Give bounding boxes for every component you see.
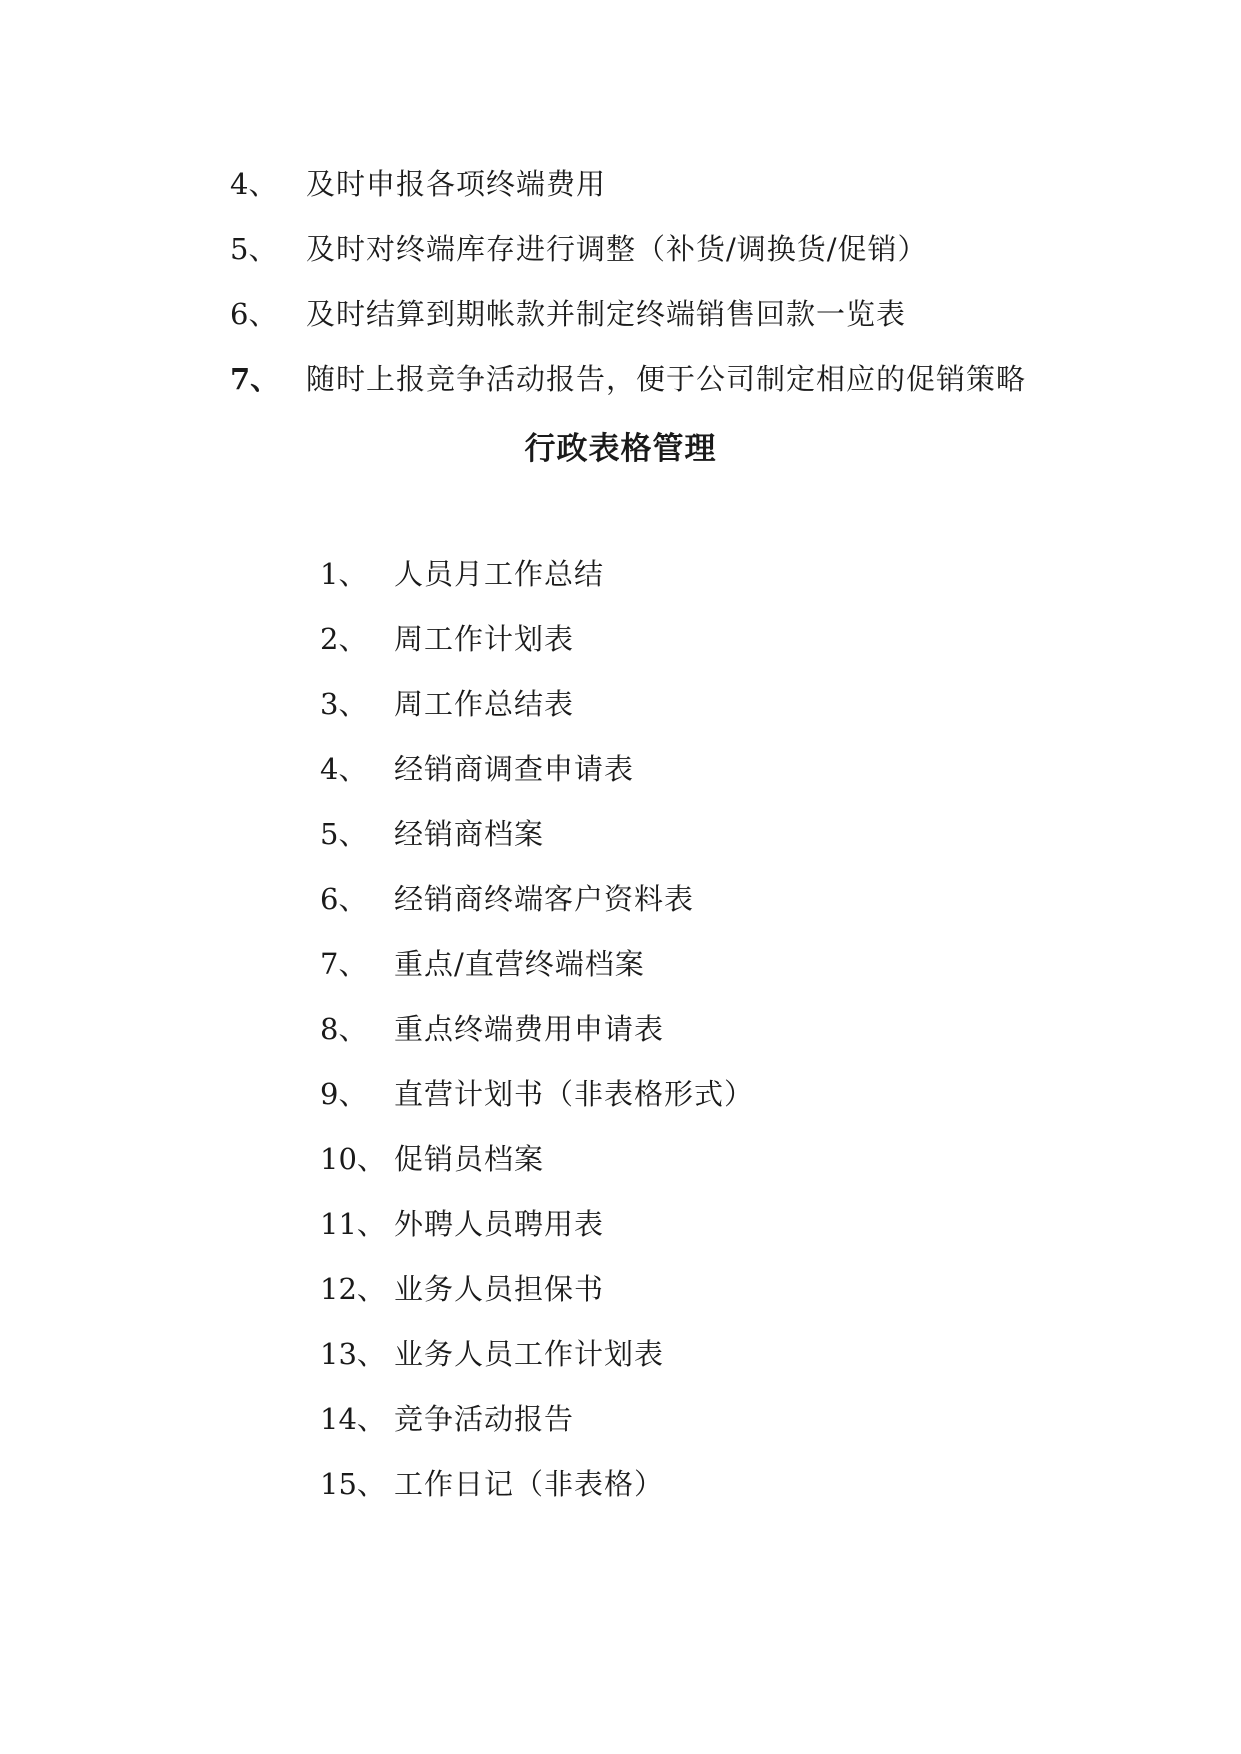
list-number: 13、 [320, 1337, 386, 1371]
list-text: 经销商调查申请表 [394, 752, 635, 786]
list-number: 12、 [320, 1272, 386, 1306]
list-text: 直营计划书（非表格形式） [394, 1077, 755, 1111]
list-text: 业务人员工作计划表 [394, 1337, 665, 1371]
list-number: 5、 [320, 817, 368, 851]
list-number: 7、 [320, 947, 368, 981]
list-number: 6、 [230, 297, 278, 331]
section-title: 行政表格管理 [524, 431, 717, 467]
list-number: 2、 [320, 622, 368, 656]
list-number: 9、 [320, 1077, 368, 1111]
list-number: 14、 [320, 1402, 386, 1436]
list-text: 周工作计划表 [394, 622, 575, 656]
list-text: 经销商档案 [394, 817, 545, 851]
list-text: 周工作总结表 [394, 687, 575, 721]
list-text: 随时上报竞争活动报告，便于公司制定相应的促销策略 [306, 362, 1027, 396]
list-text: 重点终端费用申请表 [394, 1012, 665, 1046]
list-text: 及时申报各项终端费用 [306, 167, 607, 201]
list-text: 外聘人员聘用表 [394, 1207, 605, 1241]
list-text: 工作日记（非表格） [394, 1467, 665, 1501]
list-text: 业务人员担保书 [394, 1272, 605, 1306]
list-number: 4、 [230, 167, 278, 201]
list-number: 8、 [320, 1012, 368, 1046]
list-text: 促销员档案 [394, 1142, 545, 1176]
list-number: 6、 [320, 882, 368, 916]
list-number: 10、 [320, 1142, 386, 1176]
list-number: 4、 [320, 752, 368, 786]
list-number: 5、 [230, 232, 278, 266]
list-number: 11、 [320, 1207, 386, 1241]
list-text: 及时结算到期帐款并制定终端销售回款一览表 [306, 297, 907, 331]
list-number: 3、 [320, 687, 368, 721]
list-text: 及时对终端库存进行调整（补货/调换货/促销） [306, 232, 928, 266]
list-text: 人员月工作总结 [394, 557, 605, 591]
list-text: 重点/直营终端档案 [394, 947, 645, 981]
list-number: 7、 [230, 362, 280, 396]
list-number: 1、 [320, 557, 368, 591]
list-number: 15、 [320, 1467, 386, 1501]
list-text: 竞争活动报告 [394, 1402, 575, 1436]
list-text: 经销商终端客户资料表 [394, 882, 695, 916]
